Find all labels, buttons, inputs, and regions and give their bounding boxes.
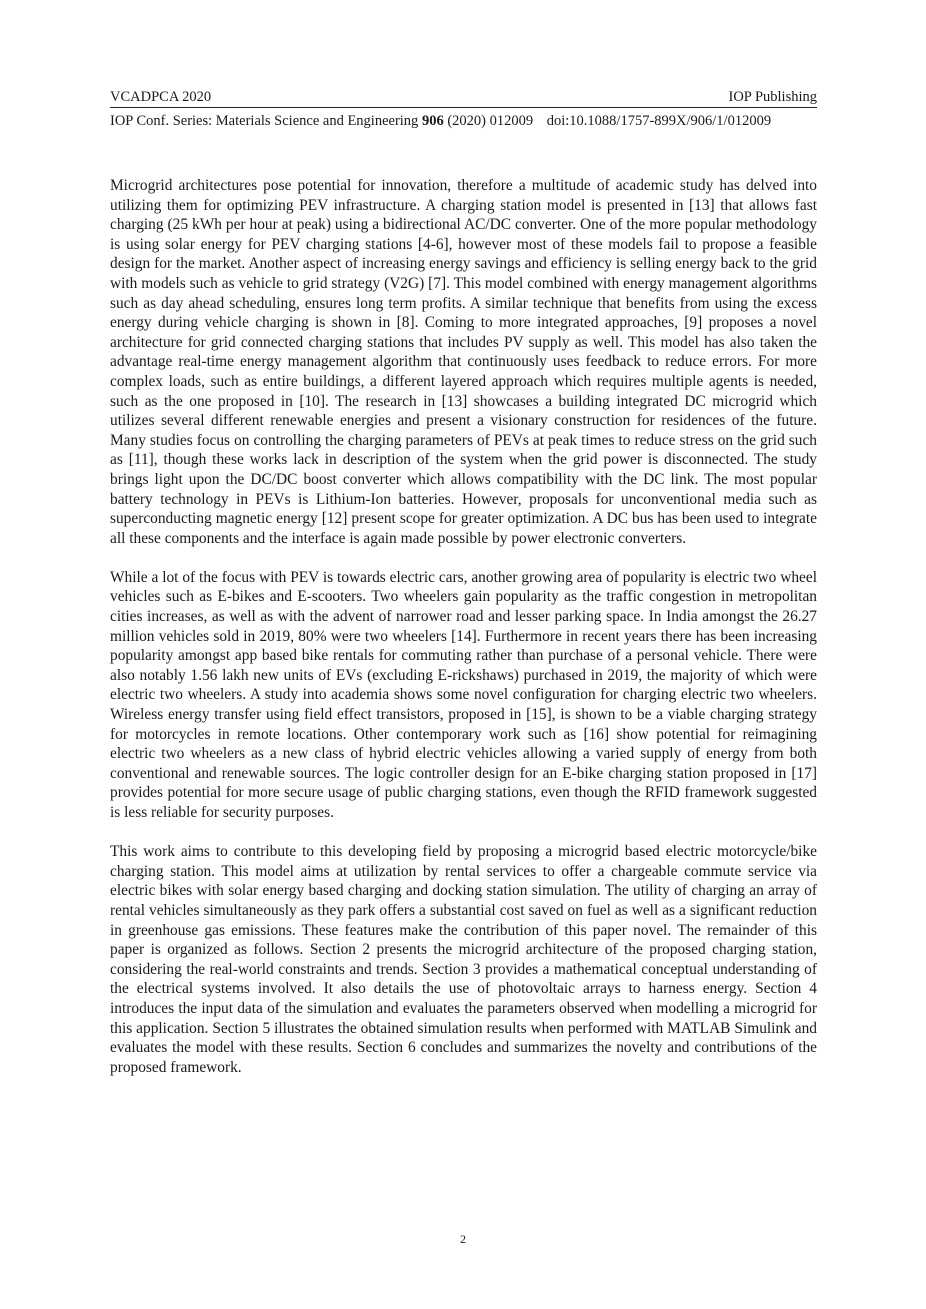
- series-name: IOP Conf. Series: Materials Science and Engineering: [110, 113, 419, 129]
- volume-number: 906: [421, 113, 444, 129]
- body-text: [110, 176, 817, 1097]
- header-citation-row: [110, 112, 817, 130]
- paragraph-3: This work aims to contribute to this developing field by proposing a microgrid based electric motorcycle/bike charging station. This model aims at utilization by rental services to offer a chargeable commute service via electric bikes with solar energy based charging and docking station simulation. The utility of charging an array of rental vehicles simultaneously as they park offers a substantial cost saved on fuel as well as a significant reduction in greenhouse gas emissions. These features make the contribution of this paper novel. The remainder of this paper is organized as follows. Section 2 presents the microgrid architecture of the proposed charging station, considering the real-world constraints and trends. Section 3 provides a mathematical conceptual understanding of the electrical systems involved. It also details the use of photovoltaic arrays to harness energy. Section 4 introduces the input data of the simulation and evaluates the parameters observed when modelling a microgrid for this application. Section 5 illustrates the obtained simulation results when performed with MATLAB Simulink and evaluates the model with these results. Section 6 concludes and summarizes the novelty and contributions of the proposed framework.: [110, 843, 817, 1076]
- publisher-name: IOP Publishing: [728, 89, 817, 105]
- conference-name: VCADPCA 2020: [110, 89, 212, 105]
- running-header: [110, 88, 817, 130]
- doi: doi:10.1088/1757-899X/906/1/012009: [546, 113, 772, 129]
- header-top-row: [110, 88, 817, 108]
- year-article: (2020) 012009: [447, 113, 534, 129]
- paragraph-2: While a lot of the focus with PEV is towards electric cars, another growing area of popularity is electric two wheel vehicles such as E-bikes and E-scooters. Two wheelers gain popularity as the traffic congestion in metropolitan cities increases, as well as with the advent of narrower road and lesser parking space. In India amongst the 26.27 million vehicles sold in 2019, 80% were two wheelers [14]. Furthermore in recent years there has been increasing popularity amongst app based bike rentals for commuting rather than purchase of a personal vehicle. There were also notably 1.56 lakh new units of EVs (excluding E-rickshaws) purchased in 2019, the majority of which were electric two wheelers. A study into academia shows some novel configuration for charging electric two wheelers. Wireless energy transfer using field effect transistors, proposed in [15], is shown to be a viable charging strategy for motorcycles in remote locations. Other contemporary work such as [16] show potential for reimagining electric two wheelers as a new class of hybrid electric vehicles allowing a varied supply of energy from both conventional and renewable sources. The logic controller design for an E-bike charging station proposed in [17] provides potential for more secure usage of public charging stations, even though the RFID framework suggested is less reliable for security purposes.: [110, 568, 817, 821]
- page-number: 2: [460, 1232, 466, 1246]
- paragraph-1: Microgrid architectures pose potential for innovation, therefore a multitude of academic study has delved into utilizing them for optimizing PEV infrastructure. A charging station model is presented in [13] that allows fast charging (25 kWh per hour at peak) using a bidirectional AC/DC converter. One of the more popular methodology is using solar energy for PEV charging stations [4-6], however most of these models fail to propose a feasible design for the market. Another aspect of increasing energy savings and efficiency is selling energy back to the grid with models such as vehicle to grid strategy (V2G) [7]. This model combined with energy management algorithms such as day ahead scheduling, ensures long term profits. A similar technique that benefits from using the excess energy during vehicle charging is shown in [8]. Coming to more integrated approaches, [9] proposes a novel architecture for grid connected charging stations that includes PV supply as well. This model has also taken the advantage real-time energy management algorithm that continuously uses feedback to reduce errors. For more complex loads, such as entire buildings, a different layered approach which requires multiple agents is needed, such as the one proposed in [10]. The research in [13] showcases a building integrated DC microgrid which utilizes several different renewable energies and present a visionary construction for residences of the future. Many studies focus on controlling the charging parameters of PEVs at peak times to reduce stress on the grid such as [11], though these works lack in description of the system when the grid power is disconnected. The study brings light upon the DC/DC boost converter which allows compatibility with the DC link. The most popular battery technology in PEVs is Lithium-Ion batteries. However, proposals for unconventional media such as superconducting magnetic energy [12] present scope for greater optimization. A DC bus has been used to integrate all these components and the interface is again made possible by power electronic converters.: [110, 177, 817, 547]
